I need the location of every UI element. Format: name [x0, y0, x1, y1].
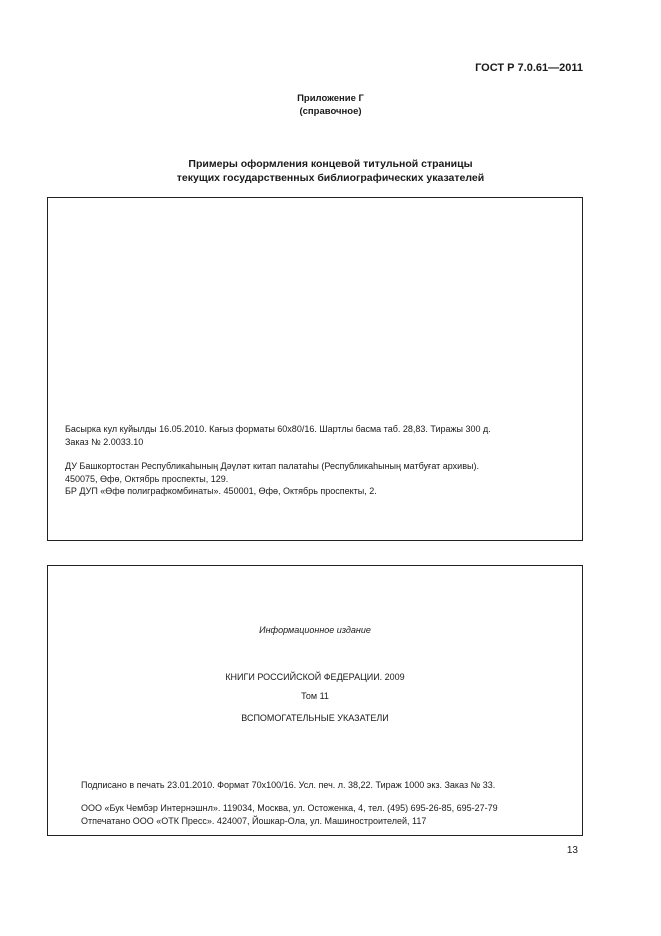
edition-type: Информационное издание	[259, 625, 371, 635]
print-data-line-1: Басырка кул куйылды 16.05.2010. Кағыз форматы 60x80/16. Шартлы басма таб. 28,83. Тиражы 300 д.	[65, 424, 491, 434]
section-title-line1: Примеры оформления концевой титульной страницы	[188, 158, 473, 170]
example-2-print-data: Подписано в печать 23.01.2010. Формат 70x100/16. Усл. печ. л. 38,22. Тираж 1000 экз. Заказ № 33.	[81, 780, 496, 790]
appendix-title: Приложение Г	[297, 93, 364, 104]
document-code: ГОСТ Р 7.0.61—2011	[475, 62, 583, 74]
appendix-heading	[0, 92, 661, 118]
book-subtitle: ВСПОМОГАТЕЛЬНЫЕ УКАЗАТЕЛИ	[241, 713, 389, 723]
printer-line: Отпечатано ООО «ОТК Пресс». 424007, Йошкар-Ола, ул. Машиностроителей, 117	[81, 815, 427, 826]
printer-line: БР ДУП «Өфө полиграфкомбинаты». 450001, Өфө, Октябрь проспекты, 2.	[65, 486, 377, 496]
example-1-publisher-info	[65, 460, 479, 498]
page-number: 13	[566, 845, 578, 856]
example-1-print-data	[65, 423, 491, 448]
section-title-line2: текущих государственных библиографических указателей	[176, 172, 485, 184]
book-title: КНИГИ РОССИЙСКОЙ ФЕДЕРАЦИИ. 2009	[225, 672, 405, 682]
publisher-line: ООО «Бук Чембэр Интернэшнл». 119034, Москва, ул. Остоженка, 4, тел. (495) 695-26-85, 695-27-79	[81, 803, 498, 813]
print-data-line-2: Заказ № 2.0033.10	[65, 436, 144, 447]
section-heading	[0, 157, 661, 185]
example-1-frame	[47, 197, 583, 541]
example-2-frame	[47, 565, 583, 836]
book-volume: Том 11	[301, 691, 329, 701]
appendix-subtitle: (справочное)	[299, 106, 362, 117]
example-2-publisher-info	[81, 802, 498, 827]
publisher-line-1: ДУ Башкортостан Республикаһының Дәүләт китап палатаһы (Республикаһының матбуғат архивы).	[65, 461, 479, 471]
publisher-line-2: 450075, Өфө, Октябрь проспекты, 129.	[65, 473, 229, 484]
